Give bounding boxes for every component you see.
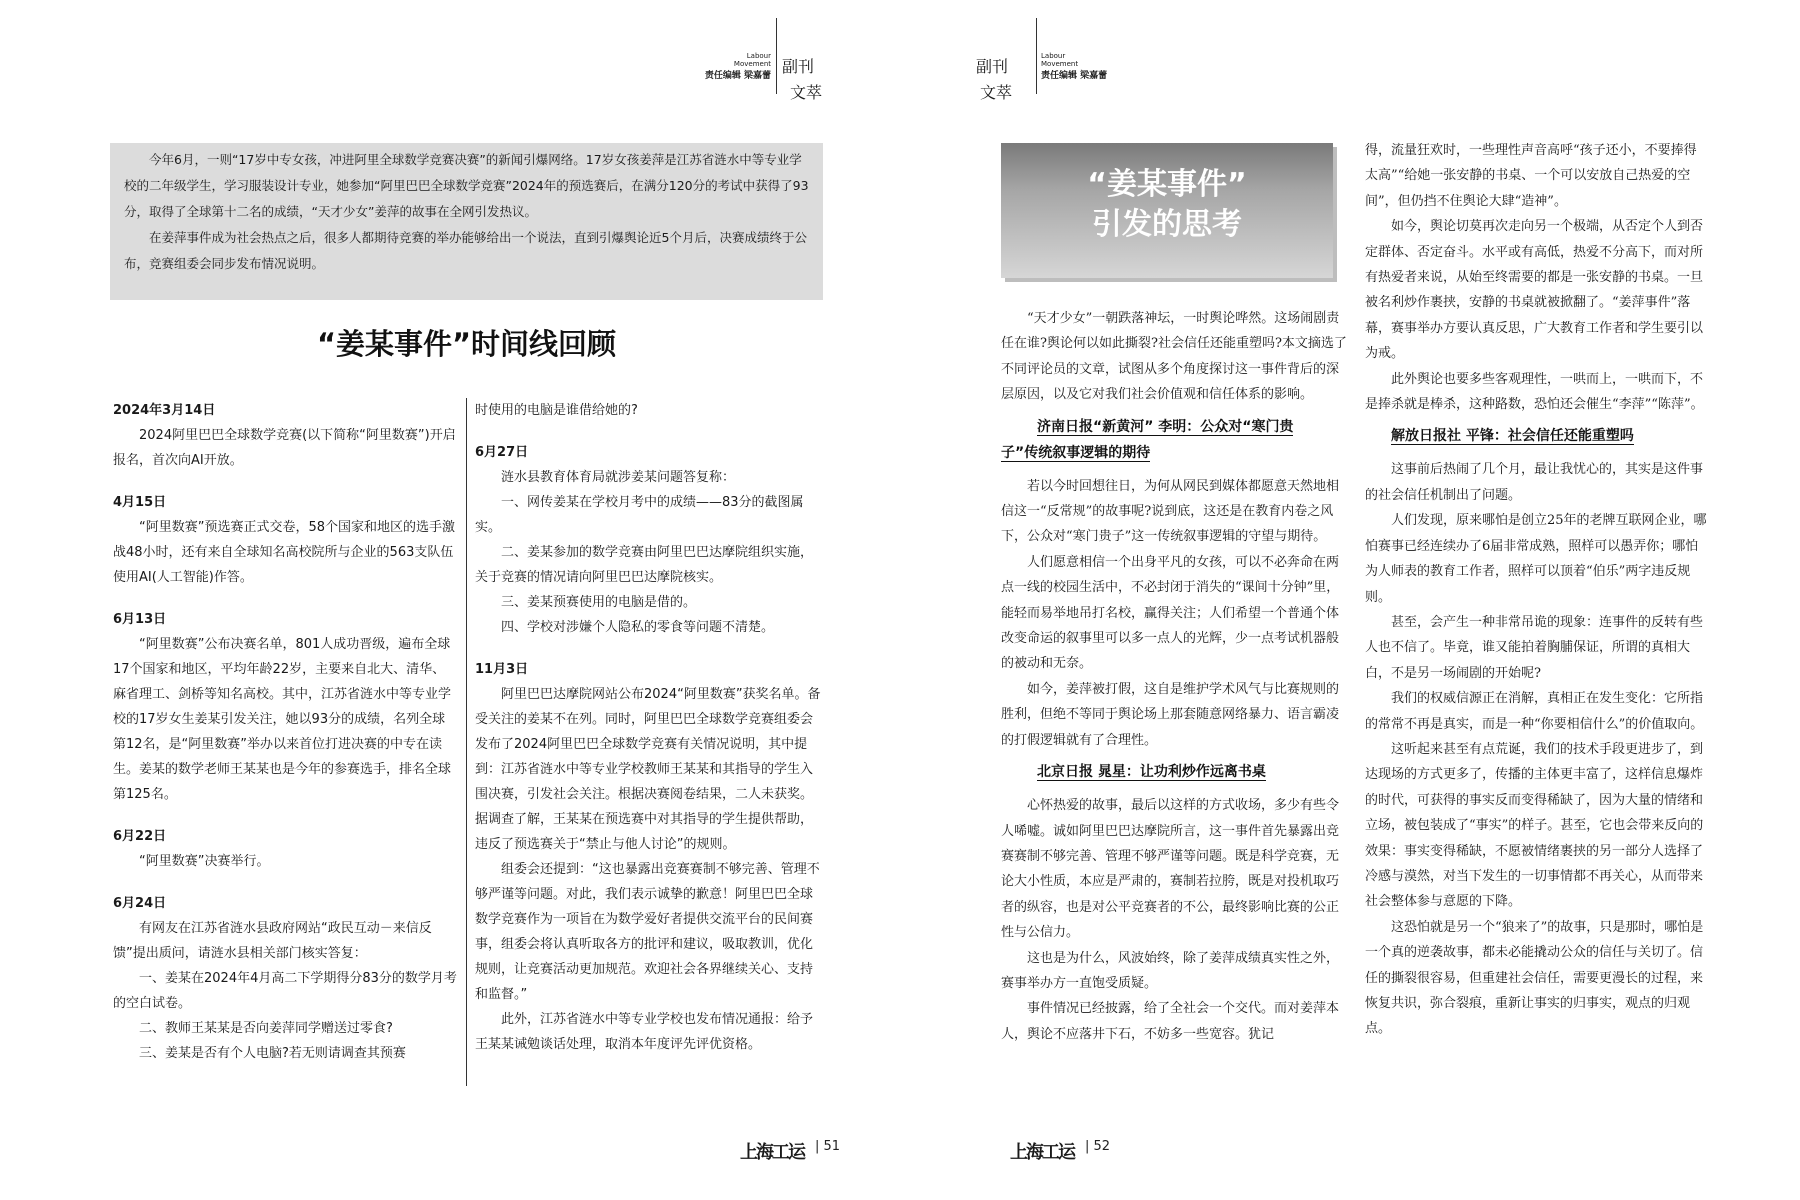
intro-paragraph: 在姜萍事件成为社会热点之后，很多人都期待竞赛的举办能够给出一个说法，直到引爆舆论近5个月后，决赛成绩终于公布，竞赛组委会同步发布情况说明。 [124,230,807,271]
feature-banner [1001,143,1333,278]
timeline-date: 4月15日 [113,495,167,510]
timeline-date: 6月27日 [475,445,529,460]
timeline-column-1 [113,398,458,1066]
timeline-text: “阿里数赛”公布决赛名单，801人成功晋级，遍布全球17个国家和地区，平均年龄22岁，主要来自北大、清华、麻省理工、剑桥等知名高校。其中，江苏省涟水中等专业学校的17岁女生姜某引发关注，她以93分的成绩，名列全球第12名，是“阿里数赛”举办以来首位打进决赛的中专在读生。姜某的数学老师王某某也是今年的参赛选手，排名全球第125名。 [113,637,452,802]
timeline-text: 三、姜某是否有个人电脑?若无则请调查其预赛 [139,1046,406,1061]
page-number: | 51 [815,1139,841,1154]
intro-box [110,143,823,300]
header-en-line2: Movement [1041,60,1079,68]
timeline-date: 2024年3月14日 [113,403,216,418]
timeline-text: “阿里数赛”预选赛正式交卷，58个国家和地区的选手激战48小时，还有来自全球知名高校院所与企业的563支队伍使用AI(人工智能)作答。 [113,520,456,585]
section-badge: 副刊 [976,57,1009,76]
timeline-text: 一、网传姜某在学校月考中的成绩——83分的截图属实。 [475,495,804,535]
article-paragraph: 这听起来甚至有点荒诞，我们的技术手段更进步了，到达现场的方式更多了，传播的主体更丰富了，这样信息爆炸的时代，可获得的事实反而变得稀缺了，因为大量的情绪和立场，被包装成了“事实”的样子。甚至，它也会带来反向的效果：事实变得稀缺，不愿被情绪裹挟的另一部分人选择了冷感与漠然，对当下发生的一切事情都不再关心，从而带来社会整体参与意愿的下降。 [1365,741,1704,910]
article-paragraph: 得，流量狂欢时，一些理性声音高呼“孩子还小，不要捧得太高”“给她一张安静的书桌、一个可以安放自己热爱的空间”，但仍挡不住舆论大肆“造神”。 [1365,143,1697,209]
header-divider [1036,18,1037,94]
timeline-text: 二、姜某参加的数学竞赛由阿里巴巴达摩院组织实施，关于竞赛的情况请向阿里巴巴达摩院核实。 [475,545,814,585]
timeline-text: 有网友在江苏省涟水县政府网站“政民互动－来信反馈”提出质问，请涟水县相关部门核实答复： [113,921,432,961]
timeline-title: “姜某事件”时间线回顾 [316,327,617,361]
timeline-text: 此外，江苏省涟水中等专业学校也发布情况通报：给予王某某诫勉谈话处理，取消本年度评先评优资格。 [475,1012,814,1052]
header-editor: 责任编辑 梁嘉蕾 [704,71,771,81]
header-section [782,54,822,122]
timeline-text: “阿里数赛”决赛举行。 [139,854,270,869]
timeline-text: 时使用的电脑是谁借给她的? [475,403,638,418]
timeline-text: 一、姜某在2024年4月高二下学期得分83分的数学月考的空白试卷。 [113,971,457,1011]
timeline-text: 四、学校对涉嫌个人隐私的零食等问题不清楚。 [501,620,775,635]
article-paragraph: 人们发现，原来哪怕是创立25年的老牌互联网企业，哪怕赛事已经连续办了6届非常成熟，照样可以愚弄你；哪怕为人师表的教育工作者，照样可以顶着“伯乐”两字违反规则。 [1365,513,1707,605]
timeline-date: 6月22日 [113,829,167,844]
lead-paragraph: “天才少女”一朝跌落神坛，一时舆论哗然。这场闹剧责任在谁?舆论何以如此撕裂?社会信任还能重塑吗?本文摘选了不同评论员的文章，试图从多个角度探讨这一事件背后的深层原因，以及它对我们社会价值观和信任体系的影响。 [1001,311,1347,403]
article-paragraph: 这也是为什么，风波始终，除了姜萍成绩真实性之外，赛事举办方一直饱受质疑。 [1001,950,1340,991]
section-title: 北京日报 晁星：让功利炒作远离书桌 [1037,764,1266,781]
timeline-text: 涟水县教育体育局就涉姜某问题答复称： [501,470,736,485]
header-en-line2: Movement [733,60,771,68]
header-en-line1: Labour [1041,52,1066,60]
section-badge: 副刊 [782,57,815,76]
intro-paragraph: 今年6月，一则“17岁中专女孩，冲进阿里全球数学竞赛决赛”的新闻引爆网络。17岁女孩姜萍是江苏省涟水中等专业学校的二年级学生，学习服装设计专业，她参加“阿里巴巴全球数学竞赛”2024年的预选赛后，在满分120分的考试中获得了93分，取得了全球第十二名的成绩，“天才少女”姜萍的故事在全网引发热议。 [124,152,809,219]
article-column-1 [1001,306,1347,1047]
article-paragraph: 甚至，会产生一种非常吊诡的现象：连事件的反转有些人也不信了。毕竟，谁又能拍着胸脯保证，所谓的真相大白，不是另一场闹剧的开始呢? [1365,614,1704,681]
banner-line-2: 引发的思考 [1092,207,1242,242]
magazine-logo: 上海工运 [1010,1142,1074,1163]
timeline-date: 11月3日 [475,662,529,677]
section-sub: 文萃 [980,83,1013,102]
article-paragraph: 这恐怕就是另一个“狼来了”的故事，只是那时，哪怕是一个真的逆袭故事，都未必能撬动公众的信任与关切了。信任的撕裂很容易，但重建社会信任，需要更漫长的过程，来恢复共识，弥合裂痕，重新让事实的归事实，观点的归观点。 [1365,919,1704,1037]
article-paragraph: 人们愿意相信一个出身平凡的女孩，可以不必奔命在两点一线的校园生活中，不必封闭于消失的“课间十分钟”里，能轻而易举地吊打名校，赢得关注；人们希望一个普通个体改变命运的叙事里可以多一点人的光辉，少一点考试机器般的被动和无奈。 [1001,554,1340,672]
article-paragraph: 如今，舆论切莫再次走向另一个极端，从否定个人到否定群体、否定奋斗。水平或有高低，热爱不分高下，而对所有热爱者来说，从始至终需要的都是一张安静的书桌。一旦被名利炒作裹挟，安静的书桌就被掀翻了。“姜萍事件”落幕，赛事举办方要认真反思，广大教育工作者和学生要引以为戒。 [1365,219,1704,362]
banner-line-1: “姜某事件” [1087,167,1247,202]
header-section [976,54,1012,122]
column-divider [466,398,467,1086]
section-title: 解放日报社 平锋：社会信任还能重塑吗 [1391,428,1634,445]
timeline-text: 三、姜某预赛使用的电脑是借的。 [501,595,697,610]
timeline-text: 组委会还提到：“这也暴露出竞赛赛制不够完善、管理不够严谨等问题。对此，我们表示诚挚的歉意！阿里巴巴全球数学竞赛作为一项旨在为数学爱好者提供交流平台的民间赛事，组委会将认真听取各方的批评和建议，吸取教训，优化规则，让竞赛活动更加规范。欢迎社会各界继续关心、支持和监督。” [475,862,820,1002]
section-sub: 文萃 [790,83,823,102]
header-en-line1: Labour [746,52,771,60]
timeline-column-2 [475,398,825,1057]
timeline-text: 二、教师王某某是否向姜萍同学赠送过零食? [139,1021,393,1036]
article-paragraph: 若以今时回想往日，为何从网民到媒体都愿意天然地相信这一“反常规”的故事呢?说到底，这还是在教育内卷之风下，公众对“寒门贵子”这一传统叙事逻辑的守望与期待。 [1001,478,1340,545]
timeline-text: 阿里巴巴达摩院网站公布2024“阿里数赛”获奖名单。备受关注的姜某不在列。同时，阿里巴巴全球数学竞赛组委会发布了2024阿里巴巴全球数学竞赛有关情况说明，其中提到：江苏省涟水中等专业学校教师王某某和其指导的学生入围决赛，引发社会关注。根据决赛阅卷结果，二人未获奖。据调查了解，王某某在预选赛中对其指导的学生提供帮助，违反了预选赛关于“禁止与他人讨论”的规则。 [475,687,821,852]
timeline-date: 6月24日 [113,896,167,911]
article-paragraph: 心怀热爱的故事，最后以这样的方式收场，多少有些令人唏嘘。诚如阿里巴巴达摩院所言，这一事件首先暴露出竞赛赛制不够完善、管理不够严谨等问题。既是科学竞赛，无论大小性质，本应是严肃的，赛制若拉胯，既是对投机取巧者的纵容，也是对公平竞赛者的不公，最终影响比赛的公正性与公信力。 [1001,798,1340,941]
article-paragraph: 这事前后热闹了几个月，最让我忧心的，其实是这件事的社会信任机制出了问题。 [1365,462,1704,503]
page-number: | 52 [1085,1139,1111,1154]
header-divider [776,18,777,94]
article-paragraph: 事件情况已经披露，给了全社会一个交代。而对姜萍本人，舆论不应落井下石，不妨多一些宽容。犹记 [1001,1001,1340,1042]
section-title: 济南日报“新黄河” 李明：公众对“寒门贵 子”传统叙事逻辑的期待 [1001,418,1294,461]
timeline-text: 2024阿里巴巴全球数学竞赛(以下简称“阿里数赛”)开启报名，首次向AI开放。 [113,428,456,468]
page-header [1041,52,1107,81]
header-editor: 责任编辑 梁嘉蕾 [1041,71,1108,81]
article-paragraph: 如今，姜萍被打假，这自是维护学术风气与比赛规则的胜利，但绝不等同于舆论场上那套随意网络暴力、语言霸凌的打假逻辑就有了合理性。 [1001,681,1340,748]
article-column-2 [1365,138,1707,1042]
article-paragraph: 我们的权威信源正在消解，真相正在发生变化：它所指的常常不再是真实，而是一种“你要相信什么”的价值取向。 [1365,691,1704,732]
magazine-logo: 上海工运 [740,1142,804,1163]
article-paragraph: 此外舆论也要多些客观理性，一哄而上，一哄而下，不是捧杀就是棒杀，这种路数，恐怕还会催生“李萍”“陈萍”。 [1365,371,1704,413]
timeline-date: 6月13日 [113,612,167,627]
